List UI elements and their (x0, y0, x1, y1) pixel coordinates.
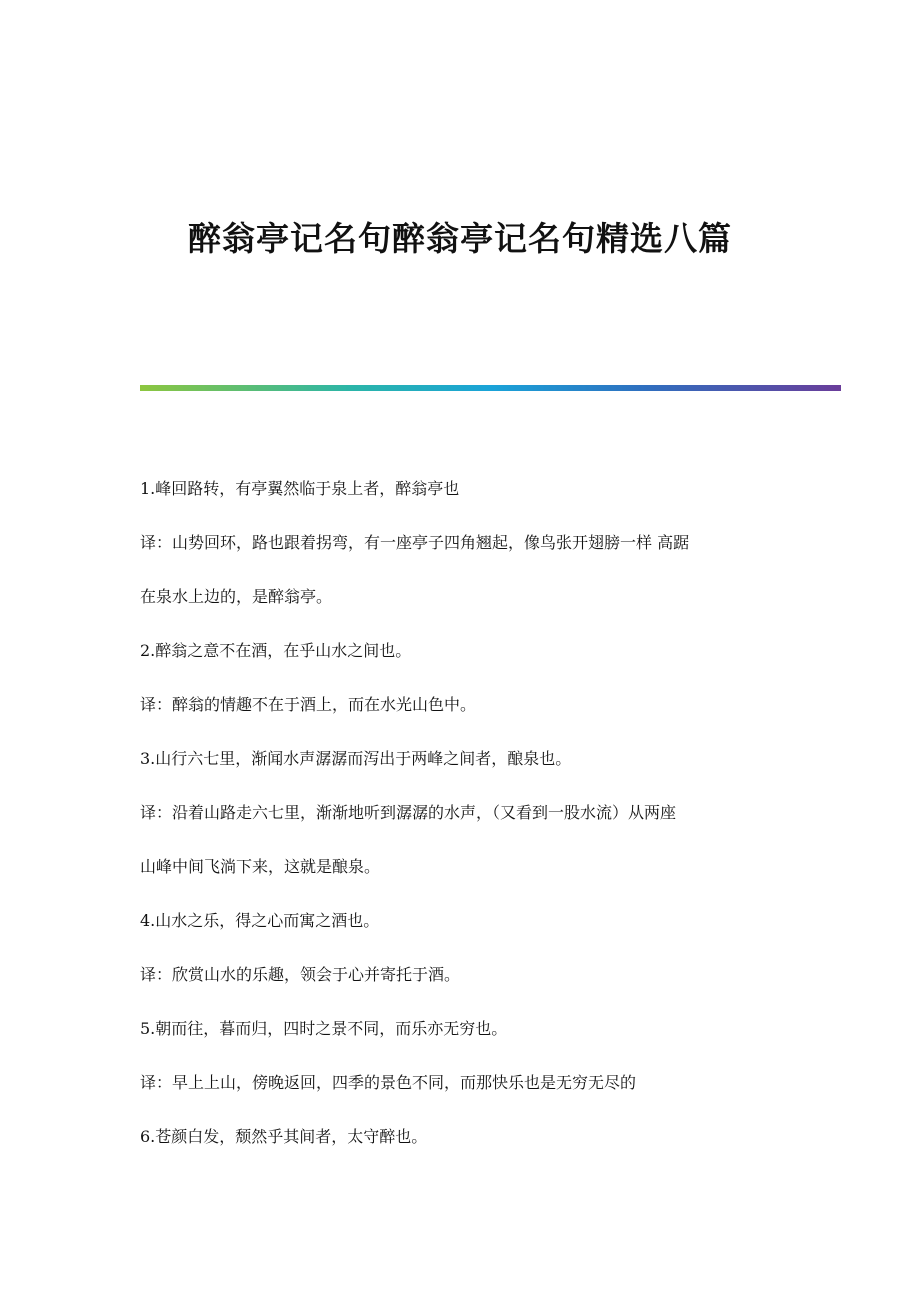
quote-line: 5.朝而往，暮而归，四时之景不同，而乐亦无穷也。 (140, 1019, 508, 1038)
quote-line: 6.苍颜白发，颓然乎其间者，太守醉也。 (140, 1127, 428, 1146)
translation-line: 译：早上上山，傍晚返回，四季的景色不同，而那快乐也是无穷无尽的 (140, 1073, 637, 1092)
document-title: 醉翁亭记名句醉翁亭记名句精选八篇 (188, 219, 732, 258)
translation-line: 山峰中间飞淌下来，这就是酿泉。 (140, 857, 381, 876)
translation-line: 在泉水上边的，是醉翁亭。 (140, 587, 333, 606)
translation-line: 译：欣赏山水的乐趣，领会于心并寄托于酒。 (140, 965, 461, 984)
quote-line: 2.醉翁之意不在酒，在乎山水之间也。 (140, 641, 412, 660)
quote-line: 3.山行六七里，渐闻水声潺潺而泻出于两峰之间者，酿泉也。 (140, 749, 572, 768)
translation-line: 译：沿着山路走六七里，渐渐地听到潺潺的水声，（又看到一股水流）从两座 (140, 803, 677, 822)
gradient-divider (140, 385, 841, 391)
quote-line: 1.峰回路转，有亭翼然临于泉上者，醉翁亭也 (140, 479, 460, 498)
document-body (140, 462, 790, 1164)
translation-line: 译：山势回环，路也跟着拐弯，有一座亭子四角翘起，像鸟张开翅膀一样 高踞 (140, 533, 690, 552)
quote-line: 4.山水之乐，得之心而寓之酒也。 (140, 911, 380, 930)
translation-line: 译：醉翁的情趣不在于酒上，而在水光山色中。 (140, 695, 477, 714)
